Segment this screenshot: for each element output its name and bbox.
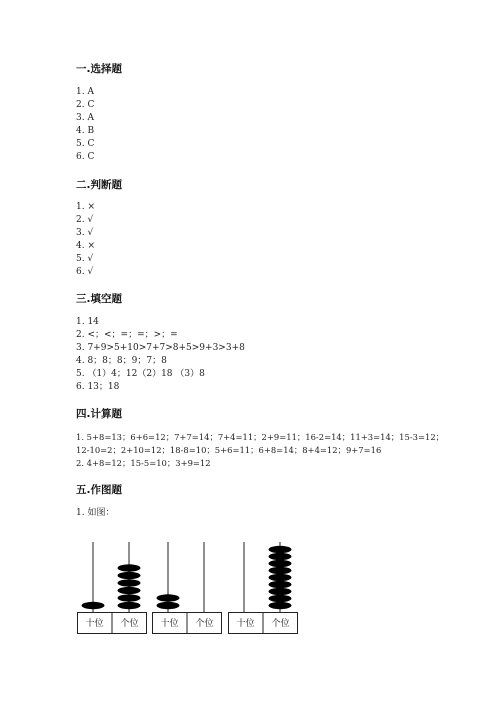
bead [157, 594, 180, 601]
ones-label: 个位 [120, 619, 139, 629]
answer-line: 4. × [76, 241, 95, 251]
answer-line: 2. 4+8=12；15-5=10；3+9=12 [76, 458, 211, 468]
bead [269, 567, 292, 574]
section-title-fill: 三.填空题 [76, 293, 122, 305]
answer-line: 2. √ [76, 215, 94, 225]
answer-line: 5. （1）4；12（2）18 （3）8 [76, 369, 205, 379]
bead [269, 602, 292, 609]
tens-beads [82, 602, 105, 609]
abacus-3 [228, 538, 298, 636]
abacus-1 [77, 538, 147, 636]
answer-line: 5. C [76, 139, 95, 149]
bead [82, 602, 105, 609]
section-title-draw: 五.作图题 [76, 484, 122, 496]
bead [269, 581, 292, 588]
bead [118, 564, 141, 571]
ones-label: 个位 [195, 619, 214, 629]
answer-line: 1. × [76, 202, 95, 212]
bead [269, 574, 292, 581]
ones-beads [269, 546, 292, 609]
abacus-figure [77, 538, 147, 636]
abacus-figure [228, 538, 298, 636]
answer-line: 1. A [76, 87, 94, 97]
abacus-figure [152, 538, 222, 636]
bead [269, 553, 292, 560]
bead [118, 587, 141, 594]
abacus-2 [152, 538, 222, 636]
section-title-calc: 四.计算题 [76, 408, 122, 420]
answer-line: 1. 5+8=13；6+6=12；7+7=14；7+4=11；2+9=11；16-2=14；11+3=14；15-3=12； [76, 432, 445, 442]
answer-line: 3. √ [76, 228, 94, 238]
answer-line: 3. 7+9>5+10>7+7>8+5>9+3>3+8 [76, 343, 245, 353]
answer-line: 5. √ [76, 254, 94, 264]
ones-label: 个位 [271, 619, 290, 629]
section-title-choice: 一.选择题 [76, 63, 122, 75]
answer-line: 4. B [76, 126, 95, 136]
bead [269, 546, 292, 553]
answer-line: 1. 如图： [76, 508, 115, 518]
answer-line: 4. 8；8；8；9；7；8 [76, 356, 167, 366]
bead [118, 594, 141, 601]
bead [118, 579, 141, 586]
answer-line: 6. C [76, 152, 95, 162]
answer-line: 3. A [76, 113, 94, 123]
tens-label: 十位 [160, 619, 179, 629]
answer-line: 2. C [76, 100, 95, 110]
bead [269, 595, 292, 602]
bead [269, 588, 292, 595]
tens-label: 十位 [85, 619, 104, 629]
answer-line: 6. 13；18 [76, 382, 120, 392]
tens-label: 十位 [236, 619, 255, 629]
answer-line: 2. <；<；=；=；>；= [76, 330, 178, 340]
bead [157, 602, 180, 609]
answer-line: 1. 14 [76, 317, 99, 327]
bead [118, 602, 141, 609]
bead [269, 560, 292, 567]
section-title-judge: 二.判断题 [76, 179, 122, 191]
answer-line: 12-10=2；2+10=12；18-8=10；5+6=11；6+8=14；8+4=12；9+7=16 [76, 445, 382, 455]
answer-line: 6. √ [76, 267, 94, 277]
bead [118, 572, 141, 579]
